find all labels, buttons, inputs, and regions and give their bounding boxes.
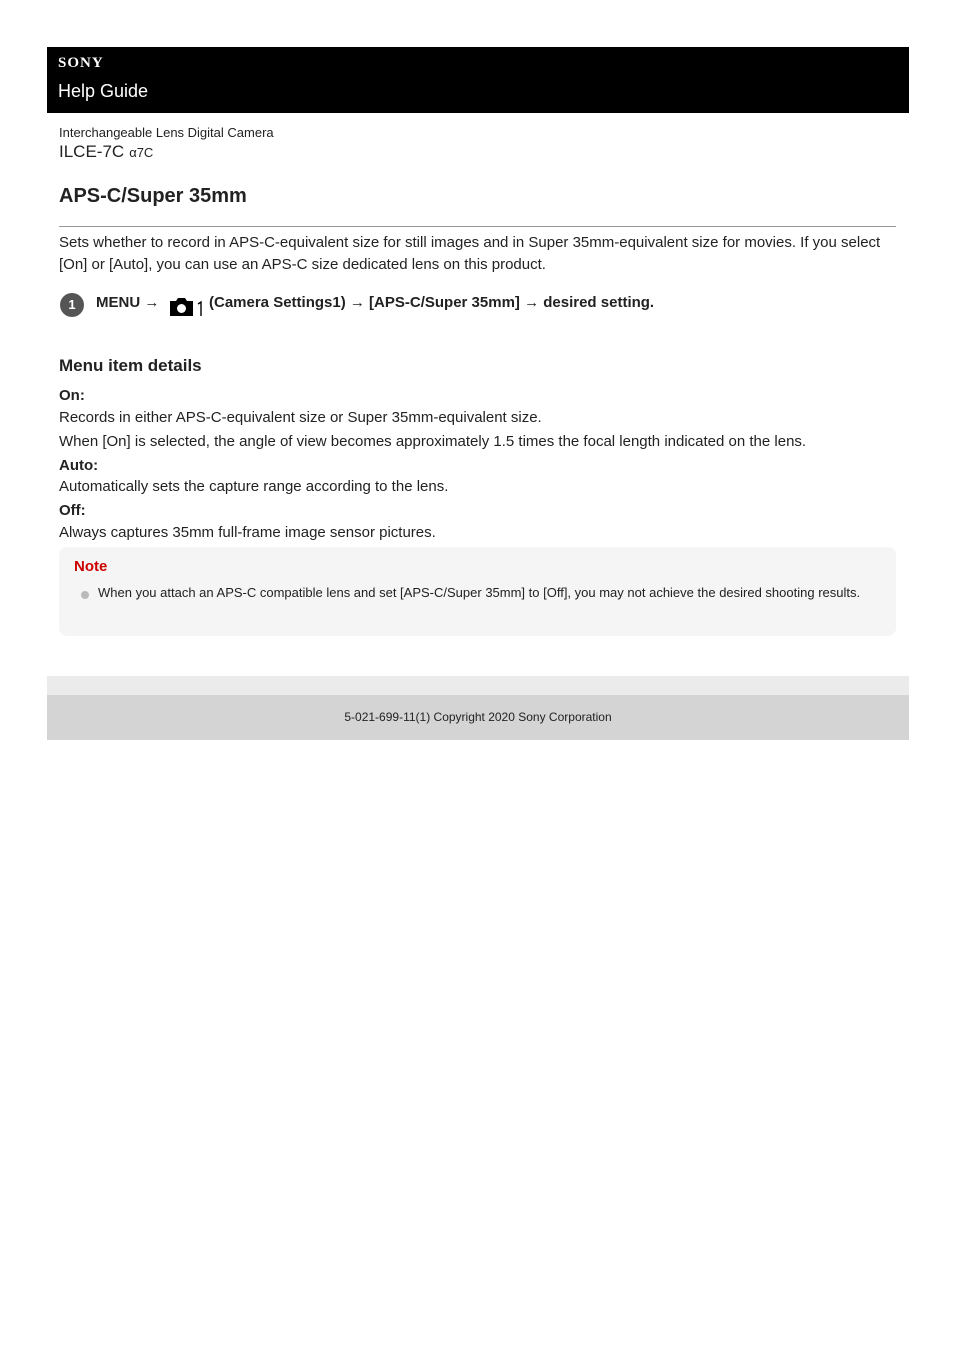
- desc-off: Always captures 35mm full-frame image sensor pictures.: [59, 524, 436, 541]
- footer: [47, 695, 909, 740]
- model-number: ILCE-7C: [59, 142, 125, 161]
- step-text-path: (Camera Settings1) → [APS-C/Super 35mm] → desired setting.: [209, 294, 655, 311]
- copyright-text: 5-021-699-11(1) Copyright 2020 Sony Corporation: [344, 710, 612, 724]
- footer-spacer: [47, 676, 909, 695]
- note-box: [59, 547, 896, 636]
- note-title: Note: [74, 558, 108, 575]
- help-guide-title: Help Guide: [58, 81, 149, 101]
- desc-on-1: Records in either APS-C-equivalent size or Super 35mm-equivalent size.: [59, 409, 542, 426]
- term-off: Off:: [59, 502, 86, 519]
- step-number-badge: 1: [60, 293, 84, 317]
- bullet-icon: [81, 591, 89, 599]
- intro-text: Sets whether to record in APS-C-equivalent size for still images and in Super 35mm-equivalent size for movies. If you select [On] or [Auto], you can use an APS-C size dedicated lens on this product.: [59, 234, 881, 273]
- product-model: [59, 142, 153, 162]
- page-title: APS-C/Super 35mm: [59, 185, 247, 207]
- model-alpha-name: α7C: [129, 145, 154, 160]
- note-item: When you attach an APS-C compatible lens and set [APS-C/Super 35mm] to [Off], you may not achieve the desired shooting results.: [98, 585, 861, 600]
- sony-logo: SONY: [58, 55, 104, 71]
- step-1: [59, 292, 899, 320]
- product-type: Interchangeable Lens Digital Camera: [59, 125, 274, 140]
- header-bar: [47, 47, 909, 113]
- term-auto: Auto:: [59, 457, 99, 474]
- camera-settings1-icon: [169, 295, 205, 317]
- desc-auto: Automatically sets the capture range according to the lens.: [59, 478, 449, 495]
- term-on: On:: [59, 387, 85, 404]
- menu-item-details-heading: Menu item details: [59, 356, 202, 375]
- step-text-menu: MENU →: [96, 294, 160, 311]
- desc-on-2: When [On] is selected, the angle of view becomes approximately 1.5 times the focal length indicated on the lens.: [59, 433, 807, 450]
- title-divider: [59, 226, 896, 227]
